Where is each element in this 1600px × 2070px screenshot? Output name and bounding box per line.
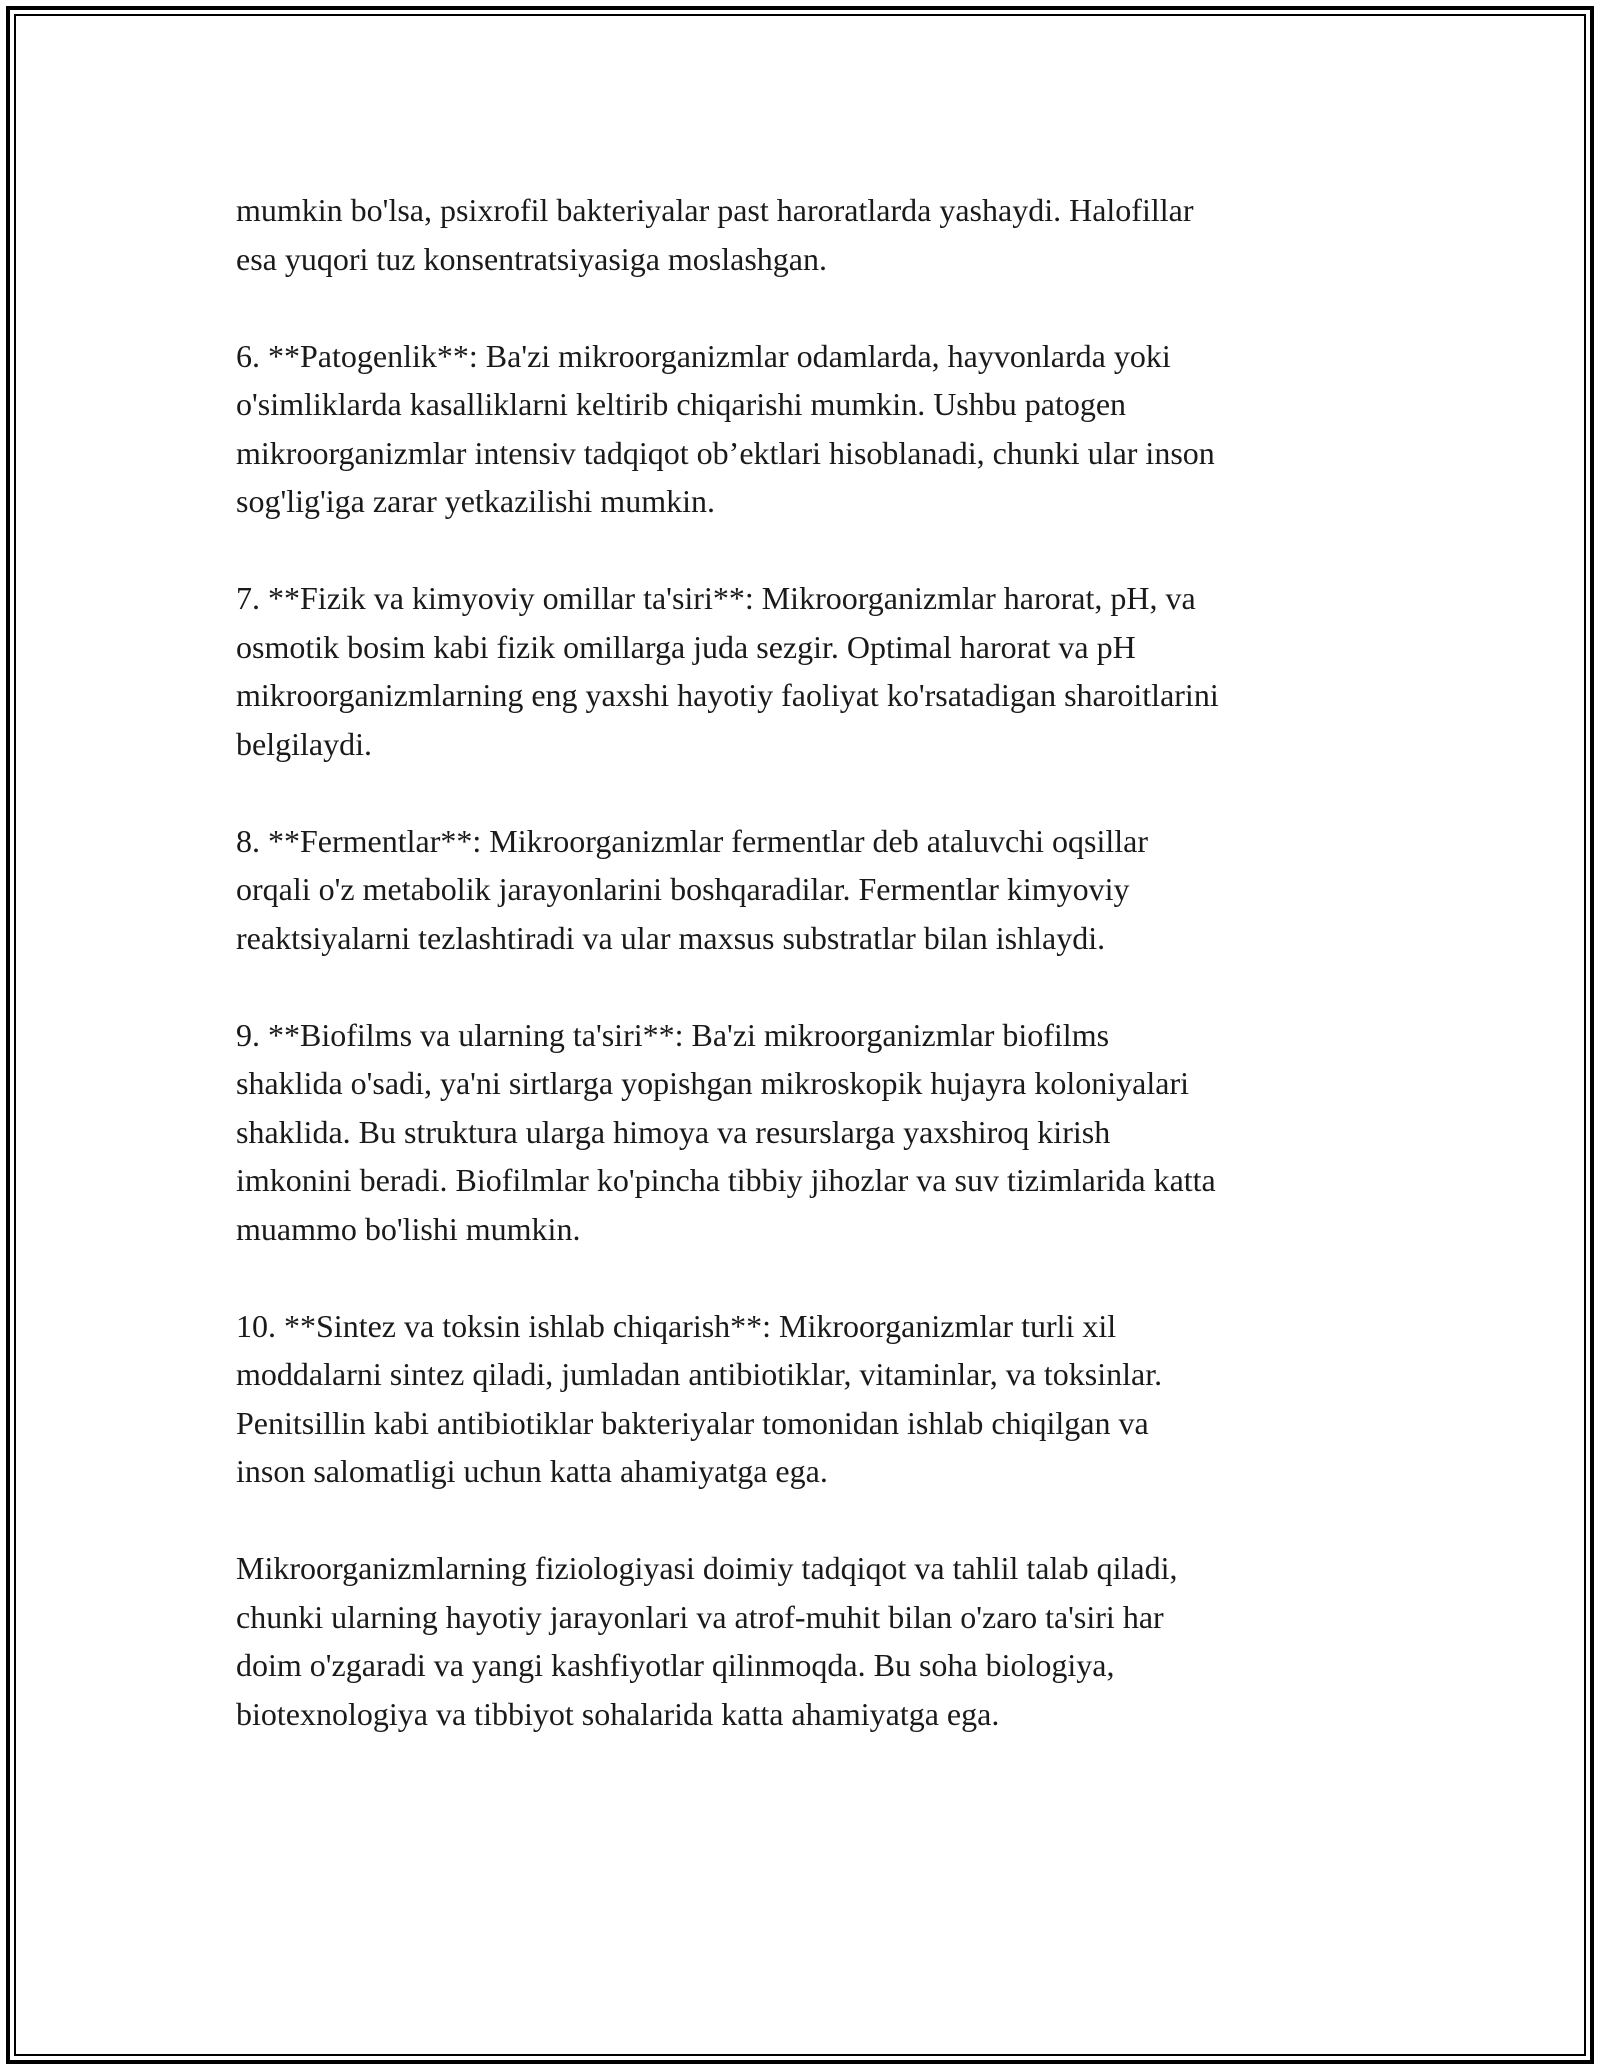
paragraph-item-10-sintez-toksin: 10. **Sintez va toksin ishlab chiqarish**: Mikroorganizmlar turli xil moddalarni sintez qiladi, jumladan antibiotiklar, vitaminlar, va toksinlar. Penitsillin kabi antibiotiklar bakteriyalar tomonidan ishlab chiqilgan va inson salomatligi uchun katta ahamiyatga ega. (236, 1307, 1163, 1489)
paragraph-item-8-fermentlar: 8. **Fermentlar**: Mikroorganizmlar fermentlar deb ataluvchi oqsillar orqali o'z metabolik jarayonlarini boshqaradilar. Fermentlar kimyoviy reaktsiyalarni tezlashtiradi va ular maxsus substratlar bilan ishlaydi. (236, 822, 1149, 956)
paragraph-item-9-biofilms: 9. **Biofilms va ularning ta'siri**: Ba'zi mikroorganizmlar biofilms shaklida o'sadi, ya'ni sirtlarga yopishgan mikroskopik hujayra koloniyalari shaklida. Bu struktura ularga himoya va resurslarga yaxshiroq kirish imkonini beradi. Biofilmlar ko'pincha tibbiy jihozlar va suv tizimlarida katta muammo bo'lishi mumkin. (236, 1016, 1216, 1247)
paragraph-conclusion: Mikroorganizmlarning fiziologiyasi doimiy tadqiqot va tahlil talab qiladi, chunki ularning hayotiy jarayonlari va atrof-muhit bilan o'zaro ta'siri har doim o'zgaradi va yangi kashfiyotlar qilinmoqda. Bu soha biologiya, biotexnologiya va tibbiyot sohalarida katta ahamiyatga ega. (236, 1550, 1178, 1732)
document-body (236, 186, 1386, 1787)
paragraph-item-7-fizik-kimyoviy-omillar: 7. **Fizik va kimyoviy omillar ta'siri**: Mikroorganizmlar harorat, pH, va osmotik bosim kabi fizik omillarga juda sezgir. Optimal harorat va pH mikroorganizmlarning eng yaxshi hayotiy faoliyat ko'rsatadigan sharoitlarini belgilaydi. (236, 580, 1219, 762)
paragraph-item-6-patogenlik: 6. **Patogenlik**: Ba'zi mikroorganizmlar odamlarda, hayvonlarda yoki o'simliklarda kasalliklarni keltirib chiqarishi mumkin. Ushbu patogen mikroorganizmlar intensiv tadqiqot ob’ektlari hisoblanadi, chunki ular inson sog'lig'iga zarar yetkazilishi mumkin. (236, 337, 1215, 519)
paragraph-continuation: mumkin bo'lsa, psixrofil bakteriyalar past haroratlarda yashaydi. Halofillar esa yuqori tuz konsentratsiyasiga moslashgan. (236, 192, 1194, 277)
